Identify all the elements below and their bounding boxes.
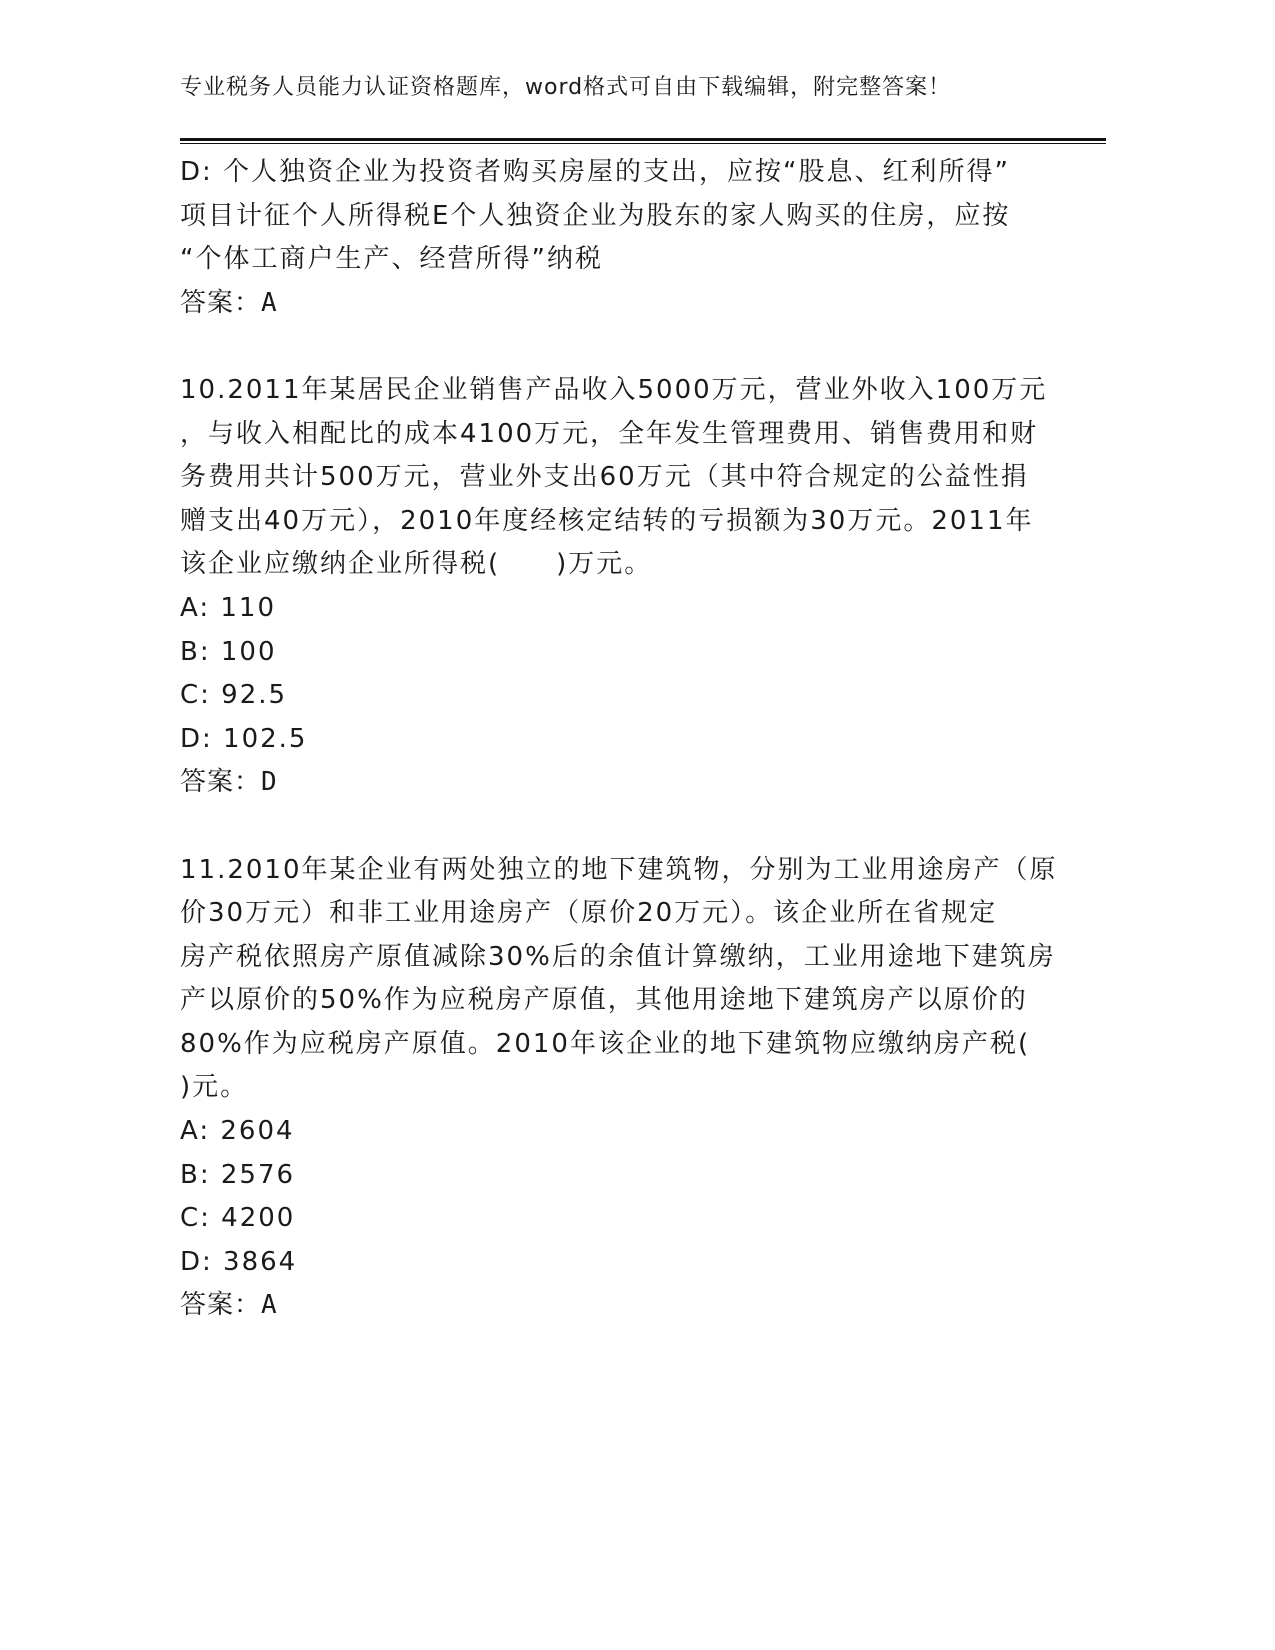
question-stem-line: )元。	[180, 1072, 249, 1103]
option-c: C: 92.5	[180, 680, 288, 711]
option-a: A: 110	[180, 592, 276, 623]
question-11	[180, 849, 1060, 1329]
option-c: C: 4200	[180, 1203, 296, 1234]
answer-line: 答案：D	[180, 767, 278, 798]
option-d: D: 3864	[180, 1246, 298, 1277]
question-stem-line: 10.2011年某居民企业销售产品收入5000万元，营业外收入100万元	[180, 374, 1048, 405]
option-d-line: D: 个人独资企业为投资者购买房屋的支出，应按“股息、红利所得”	[180, 157, 1010, 187]
option-d-line: “个体工商户生产、经营所得”纳税	[180, 244, 603, 275]
question-stem-line: 80%作为应税房产原值。2010年该企业的地下建筑物应缴纳房产税(	[180, 1028, 1031, 1059]
question-stem-line: 产以原价的50%作为应税房产原值，其他用途地下建筑房产以原价的	[180, 985, 1028, 1016]
question-stem-line: 11.2010年某企业有两处独立的地下建筑物，分别为工业用途房产（原	[180, 854, 1058, 885]
option-a: A: 2604	[180, 1116, 295, 1147]
option-d-line: 项目计征个人所得税E个人独资企业为股东的家人购买的住房，应按	[180, 200, 1011, 231]
answer-line: 答案：A	[180, 1290, 278, 1321]
question-stem-line: ，与收入相配比的成本4100万元，全年发生管理费用、销售费用和财	[180, 418, 1039, 449]
page-header: 专业税务人员能力认证资格题库，word格式可自由下载编辑，附完整答案！	[180, 75, 952, 100]
option-b: B: 100	[180, 636, 277, 667]
option-d: D: 102.5	[180, 723, 308, 754]
question-stem-line: 务费用共计500万元，营业外支出60万元（其中符合规定的公益性捐	[180, 462, 1029, 493]
document-body	[180, 151, 1060, 1328]
question-stem-line: 价30万元）和非工业用途房产（原价20万元）。该企业所在省规定	[180, 898, 998, 929]
header-divider-thin	[180, 143, 1106, 144]
option-b: B: 2576	[180, 1159, 296, 1190]
answer-line: 答案：A	[180, 287, 278, 318]
question-stem-line: 该企业应缴纳企业所得税( )万元。	[180, 549, 653, 580]
header-divider-thick	[180, 138, 1106, 141]
question-10	[180, 369, 1060, 805]
question-stem-line: 房产税依照房产原值减除30%后的余值计算缴纳，工业用途地下建筑房	[180, 941, 1056, 972]
question-stem-line: 赠支出40万元），2010年度经核定结转的亏损额为30万元。2011年	[180, 505, 1034, 536]
previous-question-tail	[180, 151, 1060, 325]
